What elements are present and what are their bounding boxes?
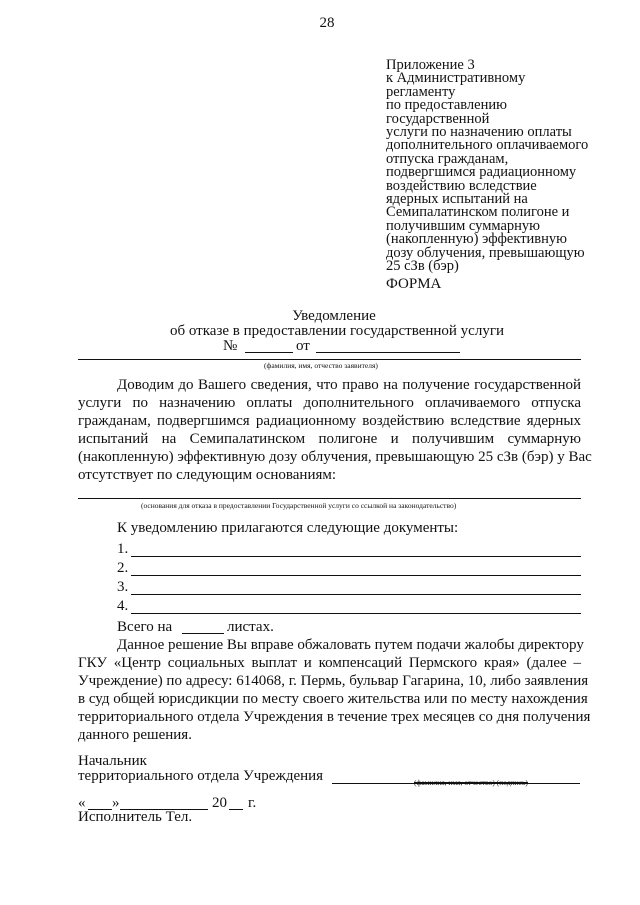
appendix-line: ядерных испытаний на <box>386 191 528 208</box>
appeal-line: в суд общей юрисдикции по месту своего жительства или по месту нахождения <box>78 691 588 708</box>
appeal-line: ГКУ «Центр социальных выплат и компенсаций Пермского края» (далее – <box>78 655 581 672</box>
signer-department: территориального отдела Учреждения <box>78 768 324 784</box>
body-line: гражданам, подвергшимся радиационному воздействию вследствие ядерных <box>78 413 581 430</box>
body-line: услуги по назначению оплаты дополнительного оплачиваемого отпуска <box>78 395 581 412</box>
appendix-line: регламенту <box>386 83 456 100</box>
notice-subtitle: об отказе в предоставлении государственной услуги <box>170 323 505 339</box>
attachment-field <box>131 575 581 576</box>
grounds-caption: (основания для отказа в предоставлении Государственной услуги со ссылкой на законодательство) <box>141 501 457 510</box>
appendix-block <box>386 59 588 274</box>
page-number: 28 <box>319 15 335 31</box>
date-field <box>316 352 460 353</box>
appeal-line: территориального отдела Учреждения в течение трех месяцев со дня получения <box>78 709 591 726</box>
year-suffix: г. <box>248 795 257 811</box>
appendix-line: Семипалатинском полигоне и <box>386 204 570 221</box>
attachment-number: 4. <box>117 598 129 614</box>
body-line: отсутствует по следующим основаниям: <box>78 467 337 484</box>
number-label: № <box>223 338 238 354</box>
body-line: испытаний на Семипалатинском полигоне и получившим суммарную <box>78 431 581 448</box>
attachments-heading: К уведомлению прилагаются следующие документы: <box>117 520 459 536</box>
body-line: Доводим до Вашего сведения, что право на получение государственной <box>117 377 581 393</box>
appendix-line: Приложение 3 <box>386 57 475 73</box>
executor-label: Исполнитель Тел. <box>78 809 193 825</box>
year-prefix: 20 <box>212 795 227 811</box>
date-close-quote: » <box>112 795 120 811</box>
attachment-number: 3. <box>117 579 129 595</box>
date-open-quote: « <box>78 795 86 811</box>
appendix-line: к Административному <box>386 70 526 87</box>
appendix-line: дополнительного оплачиваемого <box>386 137 589 154</box>
appeal-line: данного решения. <box>78 727 192 744</box>
appeal-paragraph <box>78 636 591 745</box>
appendix-line: подвергшимся радиационному <box>386 164 577 181</box>
appendix-line: отпуска гражданам, <box>386 150 509 167</box>
attachment-field <box>131 556 581 557</box>
appendix-line: получившим суммарную <box>386 217 541 234</box>
appendix-line: (накопленную) эффективную <box>386 231 567 248</box>
total-sheets-suffix: листах. <box>227 619 274 635</box>
appendix-line: дозу облучения, превышающую <box>386 244 585 261</box>
appeal-line: Данное решение Вы вправе обжаловать путем подачи жалобы директору <box>117 637 584 653</box>
applicant-field <box>78 359 581 360</box>
appendix-line: по предоставлению <box>386 97 507 114</box>
grounds-field <box>78 498 581 499</box>
form-label: ФОРМА <box>386 276 442 292</box>
appendix-line: воздействию вследствие <box>386 177 537 194</box>
date-label: от <box>296 338 310 354</box>
applicant-caption: (фамилия, имя, отчество заявителя) <box>264 361 378 370</box>
notice-title: Уведомление <box>292 308 376 324</box>
attachment-field <box>131 594 581 595</box>
appendix-line: государственной <box>386 110 490 127</box>
total-sheets-prefix: Всего на <box>117 619 173 635</box>
body-paragraph <box>78 376 592 485</box>
body-line: (накопленную) эффективную дозу облучения, превышающую 25 сЗв (бэр) у Вас <box>78 449 592 466</box>
appendix-line: 25 сЗв (бэр) <box>386 258 459 275</box>
year-field <box>229 809 243 810</box>
attachment-number: 1. <box>117 541 129 557</box>
appeal-line: Учреждение) по адресу: 614068, г. Пермь, бульвар Гагарина, 10, либо заявления <box>78 673 589 690</box>
attachment-number: 2. <box>117 560 129 576</box>
number-field <box>245 352 293 353</box>
attachment-field <box>131 613 581 614</box>
total-sheets-field <box>182 633 224 634</box>
signature-caption: (фамилия, имя, отчество) (подпись) <box>414 778 528 787</box>
appendix-line: услуги по назначению оплаты <box>386 124 572 141</box>
signer-title: Начальник <box>78 753 147 769</box>
